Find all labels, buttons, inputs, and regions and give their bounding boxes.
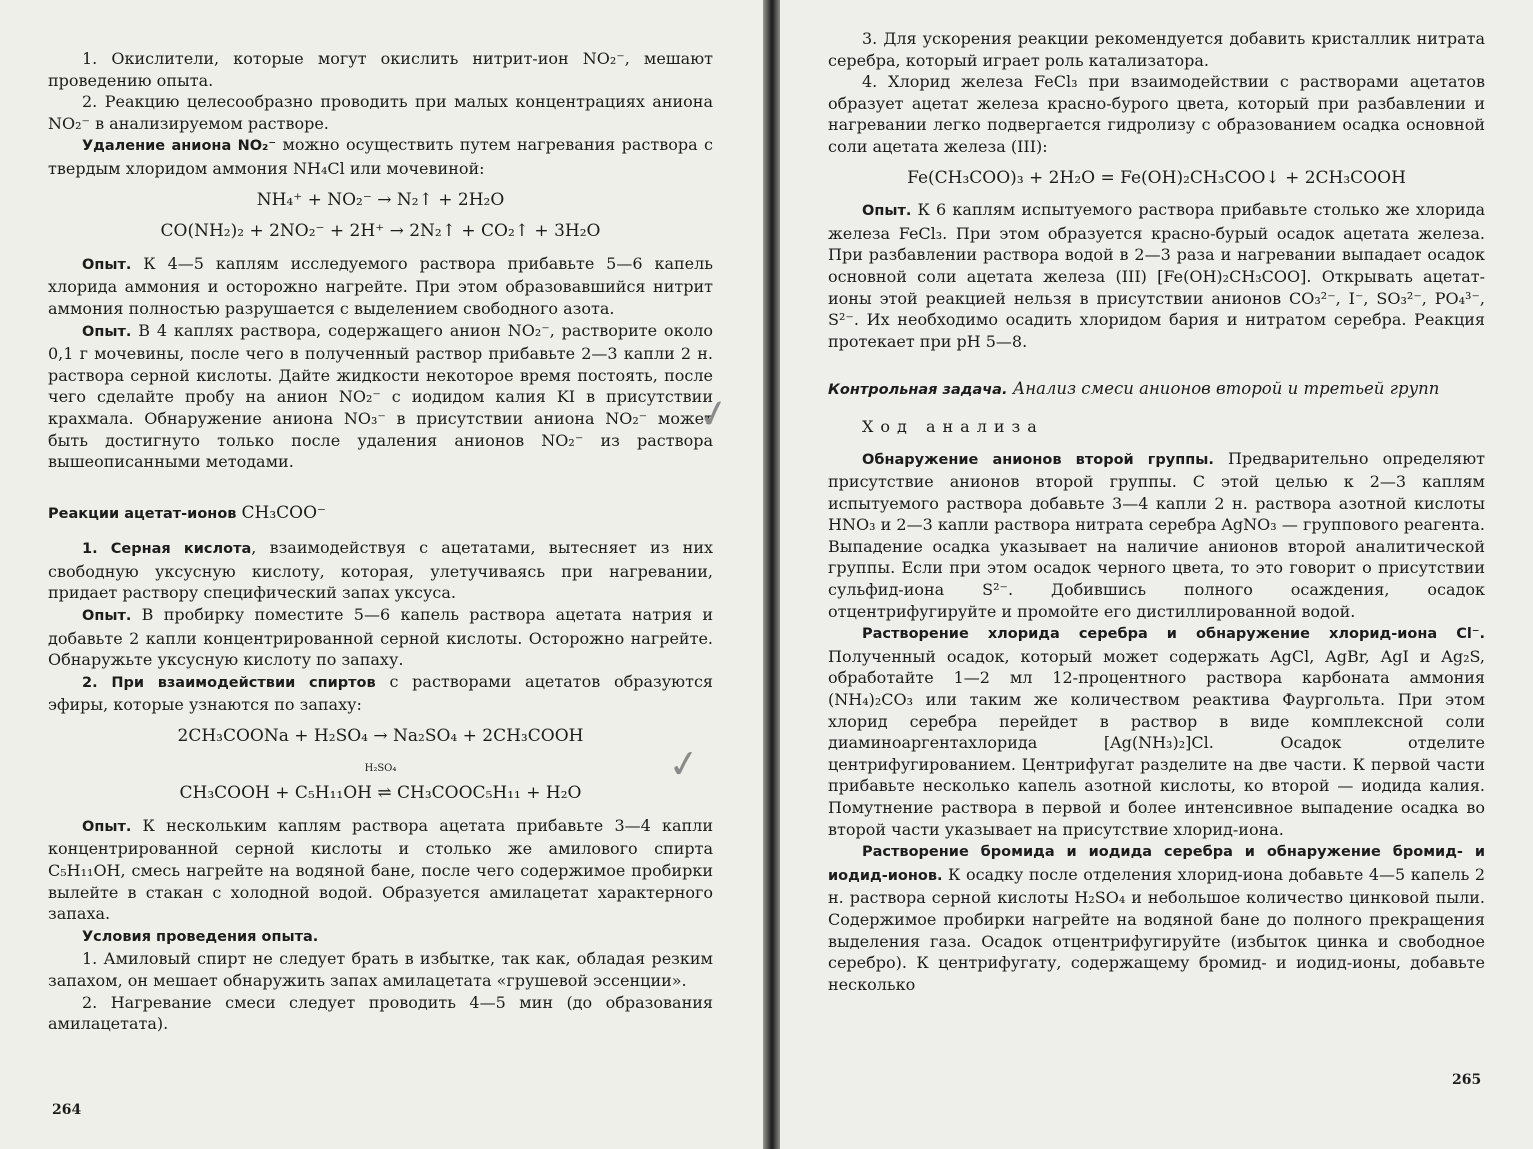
equation: Fe(CH₃COO)₃ + 2H₂O = Fe(OH)₂CH₃COO↓ + 2CH₃COOH — [907, 167, 1406, 188]
equation: NH₄⁺ + NO₂⁻ → N₂↑ + 2H₂O — [256, 189, 505, 210]
bold-lead: 2. При взаимодействии спиртов — [82, 674, 376, 691]
paragraph-text: В 4 каплях раствора, содержащего анион NO₂⁻, растворите около 0,1 г мочевины, после чего в полученный раствор прибавьте 2—3 капли 2 н. раствора серной кислоты. Дайте жидкости некоторое время постоять, после чего сделайте пробу на анион NO₂⁻ с иодидом калия KI в присутствии крахмала. Обнаружение аниона NO₃⁻ в присутствии аниона NO₂⁻ может быть достигнуто только после удаления анионов NO₂⁻ из раствора вышеописанными методами. — [48, 320, 713, 472]
analysis-heading: Ход анализа — [862, 416, 1044, 436]
bold-lead: Опыт. — [82, 323, 132, 340]
right-page — [780, 0, 1533, 1149]
task-text: Анализ смеси анионов второй и третьей групп — [1007, 379, 1440, 399]
paragraph — [48, 253, 713, 320]
paragraph — [828, 840, 1485, 995]
bold-lead: Опыт. — [82, 818, 132, 835]
pencil-checkmark-icon: ✓ — [665, 739, 703, 789]
bold-lead: Удаление аниона NO₂⁻ — [82, 138, 277, 155]
right-column — [828, 28, 1485, 995]
paragraph: 3. Для ускорения реакции рекомендуется добавить кристаллик нитрата серебра, который играет роль катализатора. — [828, 29, 1485, 70]
bold-lead: Опыт. — [862, 203, 912, 220]
bold-lead: Растворение хлорида серебра и обнаружение хлорид-иона Cl⁻. — [862, 626, 1485, 643]
equation: CO(NH₂)₂ + 2NO₂⁻ + 2H⁺ → 2N₂↑ + CO₂↑ + 3H₂O — [160, 221, 601, 242]
bold-lead: 1. Серная кислота — [82, 541, 252, 558]
paragraph — [48, 604, 713, 671]
paragraph-text: Предварительно определяют присутствие анионов второй группы. С этой целью к 2—3 каплям испытуемого раствора добавьте 3—4 капли 2 н. раствора азотной кислоты HNO₃ и 2—3 капли раствора нитрата серебра AgNO₃ — группового реагента. Выпадение осадка указывает на наличие анионов второй аналитической группы. Если при этом осадок черного цвета, то это говорит о присутствии сульфид-иона S²⁻. Добившись полного осаждения, осадок отцентрифугируйте и промойте его дистиллированной водой. — [828, 448, 1485, 621]
bold-lead: Условия проведения опыта. — [82, 928, 319, 945]
paragraph-text: с растворами ацетатов образуются эфиры, которые узнаются по запаху: — [48, 671, 713, 715]
left-column — [48, 48, 713, 1035]
equation: CH₃COOH + C₅H₁₁OH ⇌ CH₃COOC₅H₁₁ + H₂O — [179, 783, 582, 804]
control-task-heading — [828, 378, 1485, 402]
paragraph — [48, 134, 713, 179]
paragraph-text: К нескольким каплям раствора ацетата прибавьте 3—4 капли концентрированной серной кислоты и столько же амилового спирта C₅H₁₁OH, смесь нагрейте на водяной бане, после чего содержимое пробирки вылейте в стакан с холодной водой. Образуется амилацетат характерного запаха. — [48, 815, 713, 924]
paragraph — [48, 815, 713, 925]
section-heading — [48, 503, 713, 526]
paragraph-text: К осадку после отделения хлорид-иона добавьте 4—5 капель 2 н. раствора серной кислоты H₂SO₄ и небольшое количество цинковой пыли. Содержимое пробирки нагрейте на водяной бане до полного прекращения выделения газа. Осадок отцентрифугируйте (избыток цинка и свободное серебро). К центрифугату, содержащему бромид- и иодид-ионы, добавьте несколько — [828, 864, 1485, 994]
book-gutter — [763, 0, 780, 1149]
paragraph: 1. Амиловый спирт не следует брать в избытке, так как, обладая резким запахом, он мешает обнаружить запах амилацетата «грушевой эссенции». — [48, 949, 713, 990]
paragraph: 2. Нагревание смеси следует проводить 4—5 мин (до образования амилацетата). — [48, 992, 713, 1034]
equation: 2CH₃COONa + H₂SO₄ → Na₂SO₄ + 2CH₃COOH — [177, 726, 584, 747]
paragraph-text: Полученный осадок, который может содержать AgCl, AgBr, AgI и Ag₂S, обработайте 1—2 мл 12-процентного раствора карбоната аммония (NH₄)₂CO₃ или таким же количеством реактива Фаургольта. При этом хлорид серебра перейдет в раствор в виде комплексной соли диаминоаргентахлорида [Ag(NH₃)₂]Cl. Осадок отделите центрифугированием. Центрифугат разделите на две части. К первой части прибавьте несколько капель азотной кислоты, ко второй — иодида калия. Помутнение раствора в первой и более интенсивное выпадение осадка во второй части указывает на присутствие хлорид-иона. — [828, 646, 1485, 839]
page-number: 265 — [1452, 1072, 1482, 1088]
heading-text: Реакции ацетат-ионов — [48, 505, 242, 522]
bold-lead: Опыт. — [82, 256, 132, 273]
bold-lead: Обнаружение анионов второй группы. — [862, 451, 1214, 468]
paragraph — [828, 199, 1485, 352]
paragraph-text: можно осуществить путем нагревания раствора с твердым хлоридом аммония NH₄Cl или мочевиной: — [48, 135, 714, 178]
bold-lead: Растворение бромида и иодида серебра и обнаружение бромид- и иодид-ионов. — [828, 844, 1485, 884]
paragraph: 4. Хлорид железа FeCl₃ при взаимодействии с растворами ацетатов образует ацетат железа красно-бурого цвета, который при разбавлении и нагревании легко подвергается гидролизу с образованием осадка основной соли ацетата железа (III): — [828, 72, 1485, 156]
paragraph — [828, 622, 1485, 840]
bold-lead: Опыт. — [82, 608, 132, 625]
paragraph: 2. Реакцию целесообразно проводить при малых концентрациях аниона NO₂⁻ в анализируемом растворе. — [48, 92, 713, 133]
pencil-checkmark-icon: ✓ — [693, 389, 735, 439]
paragraph-text: , взаимодействуя с ацетатами, вытесняет из них свободную уксусную кислоту, которая, улетучиваясь при нагревании, придает раствору специфический запах уксуса. — [48, 538, 714, 603]
bold-lead: Контрольная задача. — [828, 382, 1008, 399]
paragraph — [48, 925, 713, 949]
paragraph-text: К 4—5 каплям исследуемого раствора прибавьте 5—6 капель хлорида аммония и осторожно нагрейте. При этом образовавшийся нитрит аммония полностью разрушается с выделением свободного азота. — [48, 253, 713, 318]
page-number: 264 — [52, 1102, 82, 1118]
paragraph — [48, 320, 713, 473]
paragraph: 1. Окислители, которые могут окислить нитрит-ион NO₂⁻, мешают проведению опыта. — [48, 49, 713, 90]
heading-formula: CH₃COO⁻ — [241, 502, 327, 523]
paragraph-text: К 6 каплям испытуемого раствора прибавьте столько же хлорида железа FeCl₃. При этом образуется красно-бурый осадок ацетата железа. При разбавлении раствора водой в 2—3 раза и нагревании выпадает осадок основной соли ацетата железа (III) [Fe(OH)₂CH₃COO]. Открывать ацетат-ионы этой реакцией нельзя в присутствии анионов CO₃²⁻, I⁻, SO₃²⁻, PO₄³⁻, S²⁻. Их необходимо осадить хлоридом бария и нитратом серебра. Реакция протекает при pH 5—8. — [828, 200, 1485, 351]
equation-catalyst: H₂SO₄ — [364, 762, 397, 774]
paragraph — [48, 671, 713, 716]
paragraph — [48, 537, 713, 604]
paragraph — [828, 448, 1485, 623]
left-page — [0, 0, 763, 1149]
paragraph-text: В пробирку поместите 5—6 капель раствора ацетата натрия и добавьте 2 капли концентрированной серной кислоты. Осторожно нагрейте. Обнаружьте уксусную кислоту по запаху. — [48, 605, 713, 670]
